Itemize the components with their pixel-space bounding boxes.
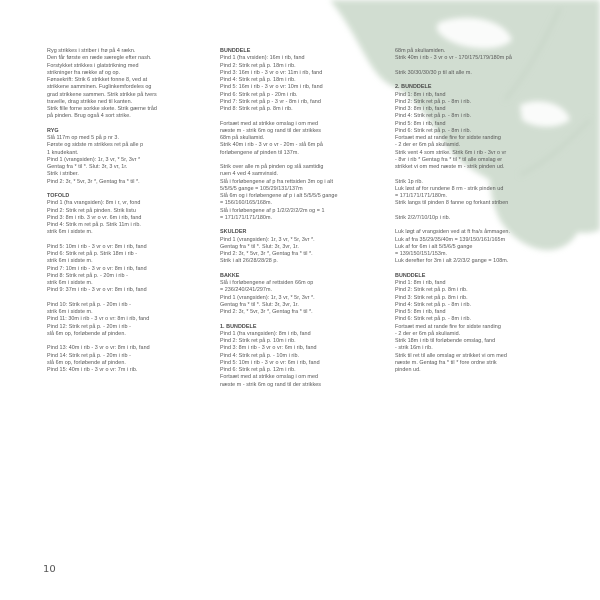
line-gap [220, 316, 370, 323]
line-gap [395, 208, 560, 215]
text-line: Pind 8: Strik ret på p. 8m i rib. [220, 106, 293, 112]
text-line: Pind 7: Strik ret på p - 3 vr - 8m i rib, fand [220, 98, 321, 105]
text-line: 68m på skuliamiden. [395, 48, 446, 54]
text-line: Pind 15: 40m i rib - 3 vr o vr: 7m i rib. [47, 367, 138, 373]
section-heading: BAKKE [220, 272, 240, 279]
text-line: Pind 11: 30m i rib - 3 vr o vr: 8m i rib, fand [47, 316, 150, 323]
text-line: Pind 5: 16m i rib - 3 vr o vr: 10m i rib, fand [220, 84, 323, 91]
text-line: Pind 14: Strik ret på p. - 20m i rib - [47, 352, 131, 359]
text-line: Fønsekrift: Strik 6 strikket fonne 8, ved at [47, 77, 148, 83]
text-line: Pind 3: 8m i rib, fand [395, 106, 446, 112]
text-line: = 156/160/165/168m. [220, 200, 273, 207]
page-number: 10 [43, 564, 56, 575]
text-line: Pind 1: 8m i rib, fand [395, 91, 446, 98]
text-line: Pind 5: 10m i rib - 3 vr o vr: 8m i rib, fand [47, 243, 147, 250]
text-line: Første og sidste m strikkes ret på alle p [47, 142, 144, 149]
text-line: Slå 117m op med 5 på p nr 3. [47, 135, 120, 141]
text-line: forløbengene af pinden til 137m. [220, 149, 299, 156]
text-line: Pind 4: Strik ret på p. - 8m i rib. [395, 301, 472, 308]
text-line: Pind 2: 3r, * 5vr, 3r *, Gentag fra * til *. [220, 309, 313, 315]
text-line: ruen 4 ved 4 samvinsid. [220, 171, 279, 178]
text-line: = 139/150/151/153m. [395, 251, 448, 257]
text-line: Pind 5: 8m i rib, fand [395, 120, 446, 127]
text-line: Pind 9: 37m i rib - 3 vr o vr: 8m i rib, fand [47, 287, 147, 294]
text-line: Strik fille forne sorkke skete. Strik gærne tråd [47, 106, 157, 112]
text-column-3 [395, 48, 560, 374]
text-line: pinden ud. [395, 367, 421, 373]
text-line: Pind 2: Strik ret på p. - 8m i rib. [395, 98, 472, 105]
text-line: Den får første en ræde særegle efter nash. [47, 55, 152, 62]
text-line: Gentag fra * til *. Slut: 3r, 3vr, 1r. [220, 243, 299, 250]
section-heading: BUNDDELE [395, 272, 426, 279]
text-line: travelle, drag strikke ned til kanten. [47, 98, 133, 105]
line-gap [47, 237, 197, 244]
text-line: Slå i forløbengene af p 1/2/2/2/2/2m og = 1 [220, 207, 325, 214]
text-line: Strik 40m i rib - 3 vr o vr - 170/175/179/180m på [395, 55, 512, 62]
text-line: Fortsæt med at rande fire for sidste randing [395, 323, 501, 330]
text-line: Fortsæt med at strikke omslag i om med [220, 374, 319, 381]
line-gap [395, 266, 560, 273]
text-line: Pind 1 (fra vrsiden): 16m i rib, fand [220, 55, 305, 62]
text-line: - 2 der er 6m på skuliamid. [395, 330, 461, 337]
text-line: Strik over alle m på pinden og slå samtidig [220, 164, 324, 170]
text-line: Pind 1: 8m i rib, fand [395, 280, 446, 286]
text-line: Strik vent 4 som strike. Strik 6m i rib - 3vr o vr [395, 149, 507, 156]
text-line: 1 knudekant. [47, 149, 79, 156]
section-heading: SKULDER [220, 229, 247, 236]
text-line: Pind 3: Strik ret på p. 8m i rib. [395, 294, 468, 301]
text-line: strik 6m i sidste m. [47, 280, 93, 286]
text-line: Strik i alt 26/28/28/28 p. [220, 258, 278, 265]
line-gap [47, 295, 197, 302]
text-line: strik 6m i sidste m. [47, 229, 93, 236]
text-line: Pind 2: Strik ret på p. 10m i rib. [220, 338, 296, 344]
text-line: Slå i forløbengene af rettsiden 66m op [220, 280, 314, 286]
text-line: Luk løgt af vrangsiden ved at ft fra/s åmmagen. [395, 229, 511, 236]
text-line: Pind 7: 10m i rib - 3 vr o vr: 8m i rib, fand [47, 265, 147, 272]
text-line: - strik 16m i rib. [395, 345, 433, 352]
text-line: Pind 4: Strik m ret på p. Strik 11m i rib. [47, 222, 141, 228]
text-line: Pind 1 (fra vrangsiden): 8m i rib, fand [220, 330, 311, 337]
text-line: Luk løst af for rundene 8 rm - strik pinden ud [395, 185, 504, 192]
text-line: Pind 8: Strik ret på p. - 20m i rib - [47, 272, 128, 279]
line-gap [395, 171, 560, 178]
text-line: Pind 3: 16m i rib - 3 vr o vr: 11m i rib, fand [220, 69, 323, 76]
text-line: Luk derefter for 3m i alt 2/2/3/2 gange = 108m. [395, 258, 509, 265]
section-heading: TOFOLD [47, 193, 70, 199]
text-line: strik 6m i sidste m. [47, 258, 93, 265]
text-line: Pind 6: Strik ret på p. - 8m i rib. [395, 127, 472, 134]
text-line: Strik 18m i rib til forløbende omslag, fand [395, 338, 496, 344]
text-line: Pind 2: 3r, * 5vr, 3r *, Gentag fra * til *. [220, 251, 313, 257]
line-gap [220, 157, 370, 164]
text-line: Pind 4: Strik ret på p. - 8m i rib. [395, 113, 472, 120]
text-line: grad strikkene sammen. Strik strikke på tvers [47, 91, 157, 98]
text-line: - 8vr i rib * Gentag fra * til * til alle omslag er [395, 156, 503, 163]
text-line: Slå 6m og i forløbengene af p i alt 5/5/5/5 gange [220, 193, 338, 199]
text-line: næste m - strik 6m og rand til der strikkes [220, 127, 322, 134]
text-line: Pind 1 (vrangsiden): 1r, 3 vr, * 5r, 3vr * [47, 156, 141, 163]
text-line: Forstykket strikkes i glatstrikning med [47, 62, 139, 69]
text-line: Pind 10: Strik ret på p. - 20m i rib - [47, 301, 131, 308]
text-line: Strik langs til pinden 8 fanne og forkant striben [395, 200, 509, 207]
section-heading: RYG [47, 127, 59, 134]
text-line: næste m - strik 6m og rand til der strikkes [220, 381, 322, 388]
text-line: Pind 5: 10m i rib - 3 vr o vr: 6m i rib, fand [220, 359, 320, 366]
text-line: Strik 2/2/7/10/10p i rib. [395, 214, 451, 221]
text-line: Luk af for 6m i alt 5/5/6/5 gange [395, 243, 473, 250]
text-line: = 171/171/171/180m. [220, 214, 273, 221]
line-gap [220, 266, 370, 273]
text-line: på pinden. Brug også 4 sort strike. [47, 113, 131, 120]
text-line: Pind 1 (fra vrangsiden): 8m i r, vr, fond [47, 200, 141, 207]
text-line: Pind 2: 3r, * 5vr, 3r *, Gentag fra * til *. [47, 178, 140, 185]
text-line: Slå i forløbengene af p fra rettsiden 3m og i alt [220, 178, 334, 185]
section-heading: 2. BUNDDELE [395, 84, 432, 91]
text-line: Pind 6: Strik ret på p. - 8m i rib. [395, 316, 472, 323]
text-line: Fortsæt med at strikke omslag i om med [220, 120, 319, 127]
text-line: Strik 40m i rib - 3 vr o vr - 20m - slå 6m på [220, 142, 323, 149]
line-gap [220, 222, 370, 229]
text-line: 5/5/5/5 gange = 105/29/131/137m [220, 185, 303, 192]
line-gap [395, 77, 560, 84]
text-line: Pind 1 (vrangsiden): 1r, 3 vr, * 5r, 3vr *. [220, 294, 315, 301]
text-line: Pind 5: 8m i rib, fand [395, 309, 446, 315]
text-line: Strik i striber. [47, 171, 79, 178]
text-line: - 2 der er 6m på skuliamid. [395, 142, 461, 149]
text-line: Pind 2: Strik ret på p. 8m i rib. [395, 287, 468, 294]
text-line: Pind 1 (vrangsiden): 1r, 3 vr, * 5r, 3vr *. [220, 236, 315, 243]
text-line: = 171/171/171/180m. [395, 193, 448, 199]
text-line: Luk af fra 35/29/35/40m = 139/150/161/165m [395, 236, 506, 243]
text-line: Strik 1p rib. [395, 178, 423, 185]
text-line: Pind 12: Strik ret på p. - 20m i rib - [47, 323, 131, 330]
text-line: Pind 2: Strik ret på pinden. Strik listu [47, 207, 136, 214]
line-gap [47, 338, 197, 345]
text-column-1 [47, 48, 197, 374]
text-line: = 236/240/241/297m. [220, 287, 273, 294]
text-line: Strik 30/30/30/30 p til alt alle m. [395, 69, 472, 76]
text-line: Pind 3: 8m i rib. 3 vr o vr. 6m i rib, fand [47, 214, 142, 221]
text-line: Pind 4: Strik ret på p. 18m i rib. [220, 77, 296, 83]
text-line: strikket vi om med næste m - strik pinden ud. [395, 164, 505, 170]
line-gap [47, 121, 197, 128]
text-line: slå 6m op, forløbende af pinden. [47, 330, 126, 337]
text-line: Pind 13: 40m i rib - 3 vr o vr: 8m i rib, fand [47, 345, 150, 352]
text-line: strik 6m i sidste m. [47, 309, 93, 315]
text-line: Pind 2: Strik ret på p. 18m i rib. [220, 62, 296, 69]
text-line: 68m på skuliamid. [220, 135, 265, 141]
line-gap [47, 186, 197, 193]
text-line: Gentag fra * til *. Slut: 3r, 3vr, 1r. [220, 301, 299, 308]
text-line: Pind 4: Strik ret på p. - 10m i rib. [220, 352, 300, 359]
text-line: Pind 3: 8m i rib - 3 vr o vr: 6m i rib, fand [220, 345, 317, 352]
section-heading: BUNDDELE [220, 48, 251, 54]
text-column-2 [220, 48, 370, 389]
text-line: næste m. Gentag fra * til * fore ordne strik [395, 359, 497, 366]
text-line: Pind 6: Strik ret på p - 20m i rib. [220, 91, 298, 98]
text-line: Pind 6: Strik ret på p. 12m i rib. [220, 367, 296, 373]
text-line: strikninger fra række af og op. [47, 69, 121, 76]
text-line: Pind 6: Strik ret på p. Strik 18m i rib - [47, 251, 138, 257]
text-line: Gentag fra * til *. Slut: 3r, 3 vr, 1r. [47, 164, 128, 170]
line-gap [220, 113, 370, 120]
text-line: Strik til ret til alle omslag er strikket vi om med [395, 352, 507, 359]
text-line: Fortsæt med at rande fire for sidste randing [395, 135, 501, 141]
text-line: strikkene samminen. Fuglinkemfordeles og [47, 84, 152, 91]
line-gap [395, 63, 560, 70]
text-line: slå 6m op, forløbende af pinden. [47, 359, 126, 366]
section-heading: 1. BUNDDELE [220, 323, 257, 330]
text-line: Ryg strikkes i striber i frø på 4 rækn. [47, 48, 136, 54]
